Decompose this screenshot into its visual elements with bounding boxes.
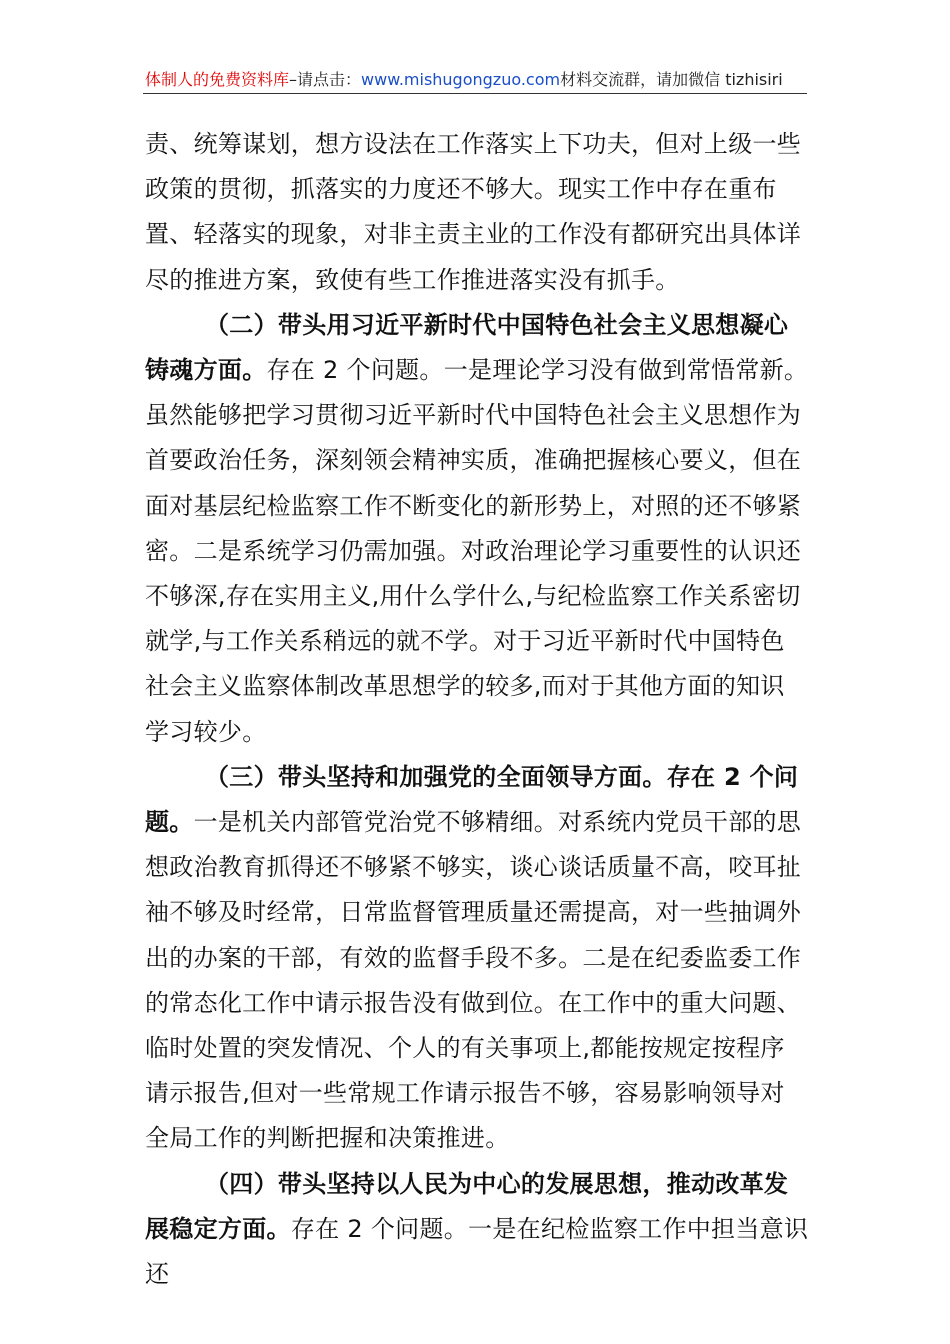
header-separator: –请点击： [289, 70, 362, 89]
paragraph-section-4 [145, 1162, 809, 1298]
section-heading: （三）带头坚持和加强党的全面领导方面。存在 2 个问题。 [145, 762, 799, 837]
paragraph-text: 存在 2 个问题。一是理论学习没有做到常悟常新。虽然能够把学习贯彻习近平新时代中国特色社会主义思想作为首要政治任务，深刻领会精神实质，准确把握核心要义，但在面对基层纪检监察工作不断变化的新形势上，对照的还不够紧密。二是系统学习仍需加强。对政治理论学习重要性的认识还不够深,存在实用主义,用什么学什么,与纪检监察工作关系密切就学,与工作关系稍远的就不学。对于习近平新时代中国特色社会主义监察体制改革思想学的较多,而对于其他方面的知识学习较少。 [145, 356, 809, 746]
paragraph-section-2 [145, 303, 809, 755]
paragraph-continuation [145, 122, 809, 303]
paragraph-text: 存在 2 个问题。一是在纪检监察工作中担当意识还 [145, 1214, 809, 1289]
paragraph-text: 一是机关内部管党治党不够精细。对系统内党员干部的思想政治教育抓得还不够紧不够实，谈心谈话质量不高，咬耳扯袖不够及时经常，日常监督管理质量还需提高，对一些抽调外出的办案的干部，有效的监督手段不多。二是在纪委监委工作的常态化工作中请示报告没有做到位。在工作中的重大问题、临时处置的突发情况、个人的有关事项上,都能按规定按程序请示报告,但对一些常规工作请示报告不够，容易影响领导对全局工作的判断把握和决策推进。 [145, 808, 802, 1153]
page-header [145, 70, 805, 90]
header-contact: 材料交流群，请加微信 tizhisiri [560, 70, 783, 89]
header-rule [143, 93, 807, 94]
header-brand: 体制人的免费资料库 [145, 70, 290, 89]
paragraph-text: 责、统筹谋划，想方设法在工作落实上下功夫，但对上级一些政策的贯彻，抓落实的力度还不够大。现实工作中存在重布置、轻落实的现象，对非主责主业的工作没有都研究出具体详尽的推进方案，致使有些工作推进落实没有抓手。 [145, 130, 802, 294]
document-body [145, 122, 809, 1297]
paragraph-section-3 [145, 755, 809, 1162]
section-heading: （四）带头坚持以人民为中心的发展思想，推动改革发展稳定方面。 [145, 1169, 789, 1243]
header-link[interactable]: www.mishugongzuo.com [361, 70, 561, 89]
section-heading: （二）带头用习近平新时代中国特色社会主义思想凝心铸魂方面。 [145, 310, 789, 385]
